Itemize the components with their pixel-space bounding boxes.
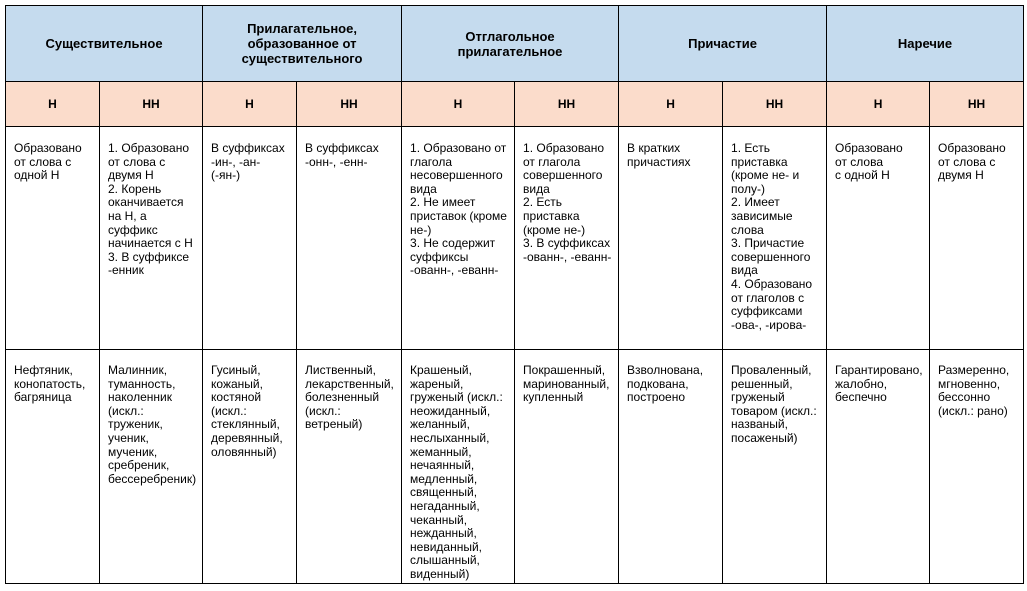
example-cell: Крашеный, жареный, груженый (искл.: неожиданный, желанный, неслыханный, жеманный, нечаянный, медленный, священный, негаданный, чеканный, нежданный, невиданный, слышанный, виденный) [410, 363, 503, 581]
subheader-cell: НН [100, 82, 203, 127]
header-adverb [827, 6, 1024, 82]
example-cell: Взволнована, подкована, построено [627, 363, 704, 405]
example-cell: Гусиный, кожаный, костяной (искл.: стеклянный, деревянный, оловянный) [211, 363, 283, 459]
rule-cell: В кратких причастиях [627, 141, 691, 169]
subheader-cell: Н [619, 82, 723, 127]
rule-cell: Образовано от слова с двумя Н [938, 141, 1006, 183]
header-participle [619, 6, 827, 82]
example-cell: Размеренно, мгновенно, бессонно (искл.: рано) [938, 363, 1010, 418]
subheader-row [6, 82, 1024, 127]
subheader-cell: Н [827, 82, 930, 127]
example-cell: Покрашенный, маринованный, купленный [523, 363, 610, 405]
rule-cell: Образовано от слова с одной Н [14, 141, 82, 183]
rules-row [6, 127, 1024, 350]
example-cell: Проваленный, решенный, груженый товаром (искл.: названый, посаженый) [731, 363, 817, 445]
header-adjective-from-noun [203, 6, 402, 82]
header-noun-label: Существительное [45, 36, 163, 51]
subheader-cell: НН [723, 82, 827, 127]
header-verbal-adjective [402, 6, 619, 82]
rule-cell: В суффиксах -онн-, -енн- [305, 141, 379, 169]
subheader-cell: Н [203, 82, 297, 127]
subheader-cell: НН [930, 82, 1024, 127]
subheader-cell: Н [402, 82, 515, 127]
subheader-cell: НН [297, 82, 402, 127]
rule-cell: 1. Есть приставка (кроме не- и полу-) 2. Имеет зависимые слова 3. Причастие совершенного вида 4. Образовано от глаголов с суффиксами -ова-, -ирова- [731, 141, 813, 332]
rule-cell: 1. Образовано от глагола несовершенного вида 2. Не имеет приставок (кроме не-) 3. Не содержит суффиксы -ованн-, -еванн- [410, 141, 507, 278]
rule-cell: 1. Образовано от глагола совершенного вида 2. Есть приставка (кроме не-) 3. В суффиксах -ованн-, -еванн- [523, 141, 612, 264]
rule-cell: 1. Образовано от слова с двумя Н 2. Корень оканчивается на Н, а суффикс начинается с Н 3. В суффиксе -енник [108, 141, 193, 278]
subheader-cell: НН [515, 82, 619, 127]
rule-cell: В суффиксах -ин-, -ан- (-ян-) [211, 141, 285, 183]
rule-cell: Образовано от слова с одной Н [835, 141, 903, 183]
example-cell: Нефтяник, конопатость, багряница [14, 363, 86, 405]
examples-row [6, 350, 1024, 584]
header-verbal-adjective-label: Отглагольное прилагательное [457, 28, 563, 59]
example-cell: Малинник, туманность, наколенник (искл.: труженик, ученик, мученик, сребреник, бессеребреник) [108, 363, 197, 486]
header-adverb-label: Наречие [897, 36, 953, 51]
example-cell: Лиственный, лекарственный, болезненный (искл.: ветреный) [305, 363, 394, 432]
subheader-cell: Н [6, 82, 100, 127]
spelling-table [5, 5, 1024, 584]
header-adjective-from-noun-label: Прилагательное, образованное от существительного [241, 21, 363, 66]
example-cell: Гарантировано, жалобно, беспечно [835, 363, 923, 405]
header-row [6, 6, 1024, 82]
header-noun [6, 6, 203, 82]
header-participle-label: Причастие [688, 36, 757, 51]
